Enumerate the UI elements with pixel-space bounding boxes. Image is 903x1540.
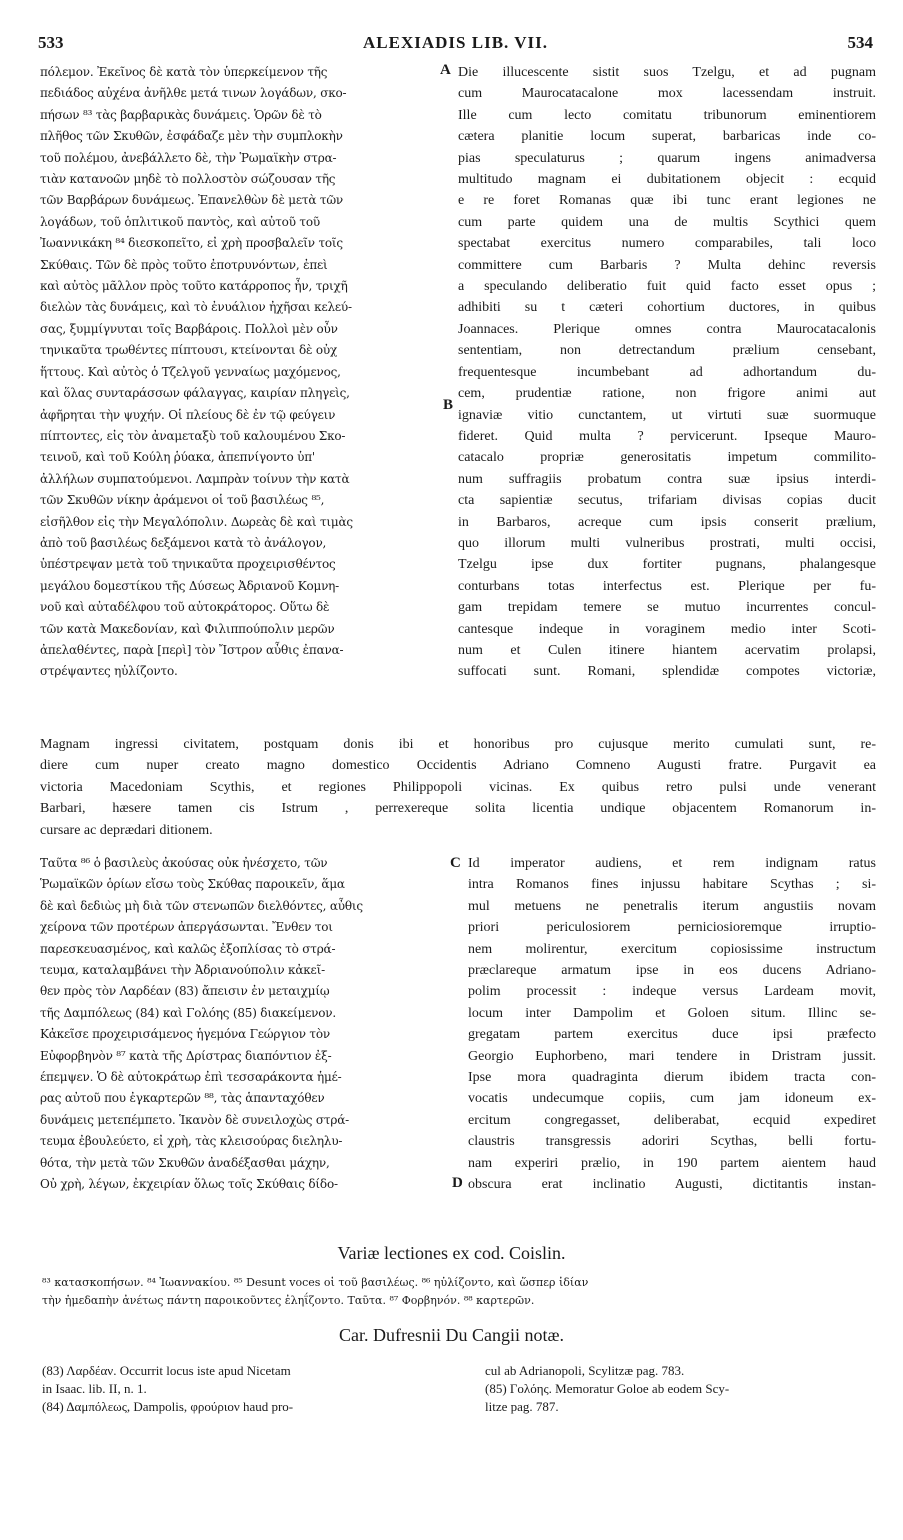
latin-line: pias speculaturus ; quarum ingens animadversa	[458, 150, 876, 166]
greek-line: τηνικαῦτα τρωθέντες πίπτουσι, κτείνονται δὲ οὐχ	[40, 343, 338, 358]
greek-line: δυνάμεις μετεπέμπετο. Ἱκανὸν δὲ συνειλοχὼς στρά-	[40, 1112, 349, 1127]
greek-line: ἥττους. Καὶ αὐτὸς ὁ Τζελγοῦ γενναίως μαχόμενος,	[40, 364, 341, 379]
greek-line: πεδιάδος αὐχένα ἀνῆλθε μετά τινων λογάδων, σκο-	[40, 86, 347, 101]
note-line: (84) Δαμπόλεως, Dampolis, φρούριον haud pro-	[42, 1399, 294, 1414]
greek-line: τεινοῦ, καὶ τοῦ Κούλη ῥύακα, ἀπεπνίγοντο ὑπ'	[40, 450, 316, 465]
greek-line: χείρονα τῶν προτέρων ἀπεργάσωνται. Ἔνθεν τοι	[40, 920, 333, 935]
latin-line: fideret. Quid multa ? pervicerunt. Ipseque Mauro-	[458, 428, 876, 444]
greek-line: τοῦ πολέμου, ἀνεβάλλετο δὲ, τὴν Ῥωμαϊκὴν στρα-	[40, 150, 337, 165]
latin-line: Tzelgu ipse dux fortiter pugnans, phalangesque	[458, 557, 876, 573]
latin-line: Id imperator audiens, et rem indignam ratus	[468, 856, 876, 871]
greek-line: Εὐφορβηνὸν ⁸⁷ κατὰ τῆς Δρίστρας διαπόντιον ἐξ-	[40, 1048, 332, 1063]
latin-line: in Barbaros, acreque cum ipsis conserit prælium,	[458, 514, 876, 530]
latin-line: Ipse mora quadraginta dierum ibidem tracta con-	[468, 1070, 876, 1086]
greek-line: καὶ αὐτὸς μᾶλλον πρὸς τοῦτο κατάρροπος ἦν, τριχῆ	[40, 279, 348, 294]
latin-line: polim processit : indeque versus Lardeam movit,	[468, 984, 876, 1000]
left-page-number: 533	[38, 33, 64, 52]
latin-line: ercitum congregasset, deliberabat, ecquid expediret	[468, 1112, 876, 1128]
margin-marker-a: A	[440, 62, 451, 78]
latin-line: victoria Macedoniam Scythis, et regiones Philippopoli vicinas. Ex quibus retro pulsi unde venerant	[40, 779, 876, 795]
greek-line: πλῆθος τῶν Σκυθῶν, ἐσφάδαζε μὲν τὴν συμπλοκὴν	[40, 129, 343, 144]
latin-line: quo illorum multi vulneribus prostrati, multi occisi,	[458, 535, 876, 551]
latin-line: Barbari, hæsere tamen cis Istrum , perrexereque solita licentia undique objacentem Romanorum in-	[40, 801, 876, 817]
latin-line: cursare ac deprædari ditionem.	[40, 822, 213, 838]
greek-line: μεγάλου δομεστίκου τῆς Δύσεως Ἀδριανοῦ Κομνη-	[40, 578, 340, 593]
greek-line: θότα, τὴν μετὰ τῶν Σκυθῶν ἀναδέξασθαι μάχην,	[40, 1155, 330, 1170]
greek-line: πήσων ⁸³ τὰς βαρβαρικὰς δυνάμεις. Ὁρῶν δὲ τὸ	[40, 107, 322, 122]
latin-line: cum Maurocatacalone mox lacessendam instruit.	[458, 86, 876, 102]
variae-line: τὴν ἡμεδαπὴν ἀνέτως πάντη παροικοῦντες ἐληΐζοντο. Ταῦτα. ⁸⁷ Φορβηνόν. ⁸⁸ καρτερῶν.	[42, 1294, 535, 1307]
latin-line: adhibiti su t cæteri cohortium ductores, in quibus	[458, 300, 876, 316]
greek-line: τευμα ἐβουλεύετο, εἰ χρὴ, τὰς κλεισούρας διεληλυ-	[40, 1134, 343, 1149]
latin-line: ignaviæ vitio cunctantem, ut virtuti suæ suormuque	[458, 407, 876, 423]
greek-line: θεν πρὸς τὸν Λαρδέαν (83) ἄπεισιν ἐν μεταιχμίῳ	[40, 984, 330, 999]
greek-line: ρας αὐτοῦ που ἐγκαρτερῶν ⁸⁸, τὰς ἁπανταχόθεν	[40, 1091, 325, 1106]
greek-line: σας, ξυμμίγνυται τοῖς Βαρβάροις. Πολλοὶ μὲν οὖν	[40, 321, 338, 336]
margin-marker-c: C	[450, 855, 461, 871]
greek-line: Ἰωαννικάκη ⁸⁴ διεσκοπεῖτο, εἰ χρὴ προσβαλεῖν τοῖς	[40, 236, 343, 251]
variae-lectiones-title: Variæ lectiones ex cod. Coislin.	[337, 1243, 566, 1263]
latin-line: cem, prudentiæ ratione, non frigore animi aut	[458, 386, 876, 402]
latin-line: Joannaces. Plerique omnes contra Maurocatacalonis	[458, 321, 876, 337]
greek-line: Οὐ χρὴ, λέγων, ἐκχειρίαν ὅλως τοῖς Σκύθαις δίδο-	[40, 1177, 338, 1192]
greek-line: τῶν Βαρβάρων δυνάμεως. Ἐπανελθὼν δὲ μετὰ τῶν	[40, 193, 344, 208]
latin-line: claustris transgressis adoriri Scythas, belli fortu-	[468, 1134, 876, 1150]
note-line: (83) Λαρδέαν. Occurrit locus iste apud Nicetam	[42, 1363, 291, 1378]
latin-line: cta sapientiæ secutus, trifariam divisas copias ducit	[458, 493, 876, 509]
latin-line: nam experiri prælio, in 190 partem aientem haud	[468, 1155, 876, 1171]
greek-line: τευμα, καταλαμβάνει τὴν Ἀδριανούπολιν κἀκεῖ-	[40, 963, 325, 978]
greek-line: πόλεμον. Ἐκεῖνος δὲ κατὰ τὸν ὑπερκείμενον τῆς	[40, 65, 328, 79]
latin-line: cætera planitie locum superat, barbaricas inde co-	[458, 129, 876, 145]
greek-line: διελὼν τὰς δυνάμεις, καὶ τὸ ἐνυάλιον ἠχῆσαι κελεύ-	[40, 300, 352, 315]
latin-column-bottom	[468, 853, 876, 1196]
latin-line: intra Romanos fines injussu habitare Scythas ; si-	[468, 877, 876, 893]
latin-line: mul metuens ne penetralis iterum angustiis novam	[468, 898, 876, 914]
latin-line: Ille cum lecto comitatu tribunorum eminentiorem	[458, 107, 876, 123]
greek-line: ἀπὸ τοῦ βασιλέως δεξάμενοι κατὰ τὸ ἀνάλογον,	[40, 535, 327, 550]
latin-line: multitudo magnam ei dubitationem objecit : ecquid	[458, 172, 876, 188]
latin-line: spectabat exercitus numero comparabiles, tali loco	[458, 236, 876, 252]
greek-line: εἰσῆλθον εἰς τὴν Μεγαλόπολιν. Δωρεὰς δὲ καὶ τιμὰς	[40, 514, 353, 529]
greek-line: Ῥωμαϊκῶν ὁρίων εἴσω τοὺς Σκύθας παροικεῖν, ἅμα	[40, 877, 345, 892]
greek-line: Σκύθαις. Τῶν δὲ πρὸς τοῦτο ἐποτρυνόντων, ἐπεὶ	[40, 257, 328, 272]
greek-line: ἀπελαθέντες, παρὰ [περὶ] τὸν Ἴστρον αὖθις ἐπανα-	[40, 642, 344, 657]
note-line: litze pag. 787.	[485, 1399, 559, 1414]
ducange-notes-title: Car. Dufresnii Du Cangii notæ.	[339, 1325, 564, 1345]
latin-line: vocatis undecumque copiis, cum jam idoneum ex-	[468, 1091, 876, 1107]
greek-line: τῶν Σκυθῶν νίκην ἀράμενοι οἱ τοῦ βασιλέως ⁸⁵,	[40, 493, 325, 508]
latin-line: conturbans totas interfectus est. Plerique per fu-	[458, 578, 876, 594]
greek-column-bottom	[40, 853, 452, 1196]
running-header	[38, 33, 873, 59]
latin-column-top	[458, 62, 876, 683]
latin-line: committere cum Barbaris ? Multa dehinc reversis	[458, 257, 876, 273]
latin-line: gam trepidam temere se mutuo incurrentes concul-	[458, 600, 876, 616]
latin-line: cum parte quidem una de multis Scythici quem	[458, 214, 876, 230]
latin-line: catacalo propriæ generositatis impetum commilito-	[458, 450, 876, 466]
margin-marker-b: B	[443, 397, 454, 413]
latin-line: e re foret Romanas quæ ibi tunc erant legiones ne	[458, 193, 876, 209]
latin-line: gregatam partem exercitus duce ipsi præfecto	[468, 1027, 876, 1043]
latin-line: suffocati sunt. Romani, splendidæ compotes victoriæ,	[458, 664, 876, 680]
margin-marker-d: D	[452, 1175, 463, 1191]
greek-line: ἀλλήλων συμπατούμενοι. Λαμπρὰν τοίνυν τὴν κατὰ	[40, 471, 350, 486]
variae-line: ⁸³ κατασκοπήσων. ⁸⁴ Ἰωαννακίου. ⁸⁵ Desunt voces οἱ τοῦ βασιλέως. ⁸⁶ ηὐλίζοντο, καὶ ὥσπερ ἰδίαν	[42, 1276, 589, 1289]
greek-line: παρεσκευασμένος, καὶ καλῶς ἐξοπλίσας τὸ στρά-	[40, 941, 336, 956]
right-page-number: 534	[847, 33, 873, 52]
latin-line: cantesque indeque in voraginem medio inter Scoti-	[458, 621, 876, 637]
latin-line: frequentesque incumbebant ad adhortandum du-	[458, 364, 876, 380]
greek-line: ὑπέστρεψαν μετὰ τοῦ τηνικαῦτα προχειρισθέντος	[40, 557, 336, 572]
greek-line: πίπτοντες, εἰς τὸν ἀναμεταξὺ τοῦ καλουμένου Σκο-	[40, 428, 346, 443]
latin-line: diere cum nuper creato magno domestico Occidentis Adriano Comneno Augusti fratre. Purgavit ea	[40, 758, 876, 774]
greek-column-top	[40, 62, 452, 683]
note-line: (85) Γολόης. Memoratur Goloe ab eodem Scy-	[485, 1381, 730, 1396]
latin-line: num et Culen itinere hiantem acervatim prolapsi,	[458, 642, 876, 658]
latin-wide-paragraph	[40, 734, 876, 841]
running-title: ALEXIADIS LIB. VII.	[363, 33, 548, 52]
greek-line: νοῦ καὶ αὐταδέλφου τοῦ αὐτοκράτορος. Οὕτω δὲ	[40, 600, 330, 615]
latin-line: locum inter Dampolim et Goloen situm. Illinc se-	[468, 1005, 876, 1021]
latin-line: Georgio Euphorbeno, mari tendere in Dristram jussit.	[468, 1048, 876, 1064]
greek-line: τῶν κατὰ Μακεδονίαν, καὶ Φιλιππούπολιν μερῶν	[40, 621, 335, 636]
latin-line: a speculando deliberatio fuit quid facto esset opus ;	[458, 279, 876, 295]
greek-line: δὲ καὶ δεδιὼς μὴ διὰ τῶν στενωπῶν διελθόντες, αὖθις	[40, 898, 363, 913]
greek-line: Ταῦτα ⁸⁶ ὁ βασιλεὺς ἀκούσας οὐκ ἠνέσχετο, τῶν	[40, 856, 328, 870]
greek-line: ἀφῆρηται τὴν ψυχήν. Οἱ πλείους δὲ ἐν τῷ φεύγειν	[40, 407, 336, 422]
latin-line: nem molirentur, exercitum copiosissime instructum	[468, 941, 876, 957]
note-line: in Isaac. lib. II, n. 1.	[42, 1381, 147, 1396]
latin-line: præclareque armatum ipse in eos ducens Adriano-	[468, 963, 876, 979]
latin-line: priori periculosiorem perniciosioremque irruptio-	[468, 920, 876, 936]
latin-line: obscura erat inclinatio Augusti, dictitantis instan-	[468, 1177, 876, 1193]
greek-line: τιὰν κατανοῶν μηδὲ τὸ πολλοστὸν σώζουσαν τῆς	[40, 172, 336, 187]
latin-line: Die illucescente sistit suos Tzelgu, et ad pugnam	[458, 65, 876, 80]
greek-line: καὶ ὅλας συνταράσσων φάλαγγας, καιρίαν πληγεὶς,	[40, 386, 350, 401]
latin-line: num suffragiis probatum contra suæ ipsius interdi-	[458, 471, 876, 487]
greek-line: στρέψαντες ηὐλίζοντο.	[40, 664, 178, 679]
greek-line: λογάδων, τοῦ ὁπλιτικοῦ παντὸς, καὶ αὐτοῦ τοῦ	[40, 214, 320, 229]
greek-line: έπεμψεν. Ὁ δὲ αὐτοκράτωρ ἐπὶ τεσσαράκοντα ἡμέ-	[40, 1070, 342, 1085]
latin-line: Magnam ingressi civitatem, postquam donis ibi et honoribus pro cujusque merito cumulati sunt, re-	[40, 737, 876, 752]
greek-line: Κἀκεῖσε προχειρισάμενος ἡγεμόνα Γεώργιον τὸν	[40, 1027, 330, 1042]
note-line: cul ab Adrianopoli, Scylitzæ pag. 783.	[485, 1363, 685, 1378]
greek-line: τῆς Δαμπόλεως (84) καὶ Γολόης (85) διακείμενον.	[40, 1005, 337, 1020]
latin-line: sententiam, non detrectandum prælium censebant,	[458, 343, 876, 359]
